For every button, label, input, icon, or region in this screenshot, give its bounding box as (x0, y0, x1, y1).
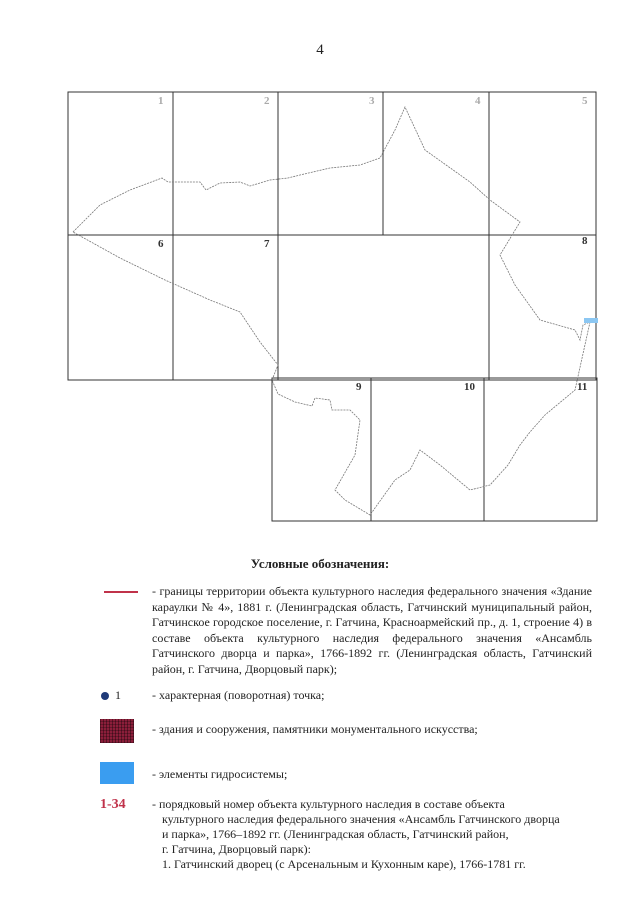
map-cell-center (278, 235, 489, 380)
legend-boundary-text: - границы территории объекта культурного наследия федерального значения «Здание караулки № 4», 1881 г. (Ленинградская область, Гатчинский муниципальный район, Гатчинское городское поселение, г. Гатчина, Красноармейский пр., д. 1, строение 4) в составе объекта культурного наследия федерального значения «Ансамбль Гатчинского дворца и парка», 1766-1892 гг. (Ленинградская область, Гатчинский район, г. Гатчина, Дворцовый парк); (152, 584, 592, 676)
cell-number-4: 4 (475, 95, 481, 107)
legend-buildings-text: - здания и сооружения, памятники монументального искусства; (152, 722, 478, 736)
cell-number-8: 8 (582, 235, 588, 247)
point-symbol (101, 692, 109, 700)
cell-number-9: 9 (356, 381, 362, 393)
buildings-symbol (100, 719, 134, 743)
map-cell-3 (278, 92, 383, 235)
number-code-symbol: 1-34 (100, 797, 126, 812)
cell-number-7: 7 (264, 238, 270, 250)
legend-water-text: - элементы гидросистемы; (152, 767, 288, 781)
map-cell-7 (173, 235, 278, 380)
map-cell-2 (173, 92, 278, 235)
cell-number-11: 11 (577, 381, 588, 393)
legend-point-text: - характерная (поворотная) точка; (152, 688, 325, 702)
map-cell-6 (68, 235, 173, 380)
map-cell-4 (383, 92, 489, 235)
point-symbol-label: 1 (115, 688, 121, 702)
cell-number-6: 6 (158, 238, 164, 250)
page-number: 4 (316, 42, 324, 58)
cell-number-1: 1 (158, 95, 164, 107)
cell-number-10: 10 (464, 381, 475, 393)
legend-number-line-3: и парка», 1766–1892 гг. (Ленинградская область, Гатчинский район, (162, 827, 509, 841)
map-cell-9 (272, 378, 371, 521)
legend-number-line-2: культурного наследия федерального значения «Ансамбль Гатчинского дворца (162, 812, 560, 826)
cell-number-5: 5 (582, 95, 588, 107)
legend-number-line-5: 1. Гатчинский дворец (с Арсенальным и Кухонным каре), 1766-1781 гг. (162, 857, 526, 871)
boundary-line-symbol (104, 591, 138, 593)
map-cell-5 (489, 92, 596, 235)
legend-title: Условные обозначения: (250, 556, 390, 571)
cell-number-2: 2 (264, 95, 270, 107)
water-element (584, 318, 598, 323)
map-cell-8 (489, 235, 596, 380)
water-symbol (100, 762, 134, 784)
map-cell-11 (484, 378, 597, 521)
territory-boundary (73, 107, 590, 515)
legend-number-line-1: - порядковый номер объекта культурного наследия в составе объекта (152, 797, 505, 811)
map-cell-10 (371, 378, 484, 521)
legend-number-line-4: г. Гатчина, Дворцовый парк): (162, 842, 311, 856)
map-cell-1 (68, 92, 173, 235)
cell-number-3: 3 (369, 95, 375, 107)
